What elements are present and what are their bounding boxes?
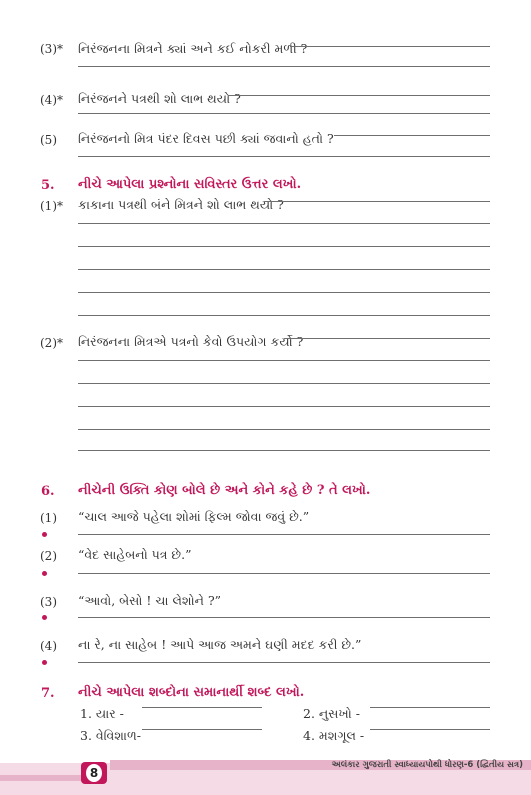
footer-strip (0, 775, 81, 781)
question-text: નિરંજનના મિત્રને ક્યાં અને કઈ નોકરી મળી ? (78, 41, 308, 56)
answer-line[interactable] (78, 383, 490, 384)
bullet-icon (42, 571, 47, 576)
answer-line[interactable] (78, 223, 490, 224)
answer-line[interactable] (284, 338, 490, 339)
answer-line[interactable] (78, 450, 490, 451)
bullet-icon (42, 615, 47, 620)
section-title: નીચેની ઉક્તિ કોણ બોલે છે અને કોને કહે છે ? તે લખો. (78, 483, 371, 498)
answer-line[interactable] (78, 156, 490, 157)
word-label: 4. મશગૂલ - (303, 728, 365, 743)
section-title: નીચે આપેલા પ્રશ્નોના સવિસ્તર ઉત્તર લખો. (78, 177, 302, 192)
quote-number: (3) (40, 595, 57, 609)
question-text: કાકાના પત્રથી બંને મિત્રને શો લાભ થયો ? (78, 197, 284, 212)
bullet-icon (42, 660, 47, 665)
question-number: (5) (40, 133, 57, 147)
answer-line[interactable] (78, 617, 490, 618)
answer-line[interactable] (142, 707, 262, 708)
answer-line[interactable] (370, 707, 490, 708)
answer-line[interactable] (78, 406, 490, 407)
quote-number: (4) (40, 639, 57, 653)
answer-line[interactable] (78, 292, 490, 293)
section-number: 6. (41, 484, 55, 499)
answer-line[interactable] (78, 246, 490, 247)
quote-number: (2) (40, 549, 57, 563)
word-label: 3. વેવિશાળ- (80, 728, 141, 743)
word-label: 2. નુસખો - (303, 706, 360, 721)
answer-line[interactable] (78, 573, 490, 574)
answer-line[interactable] (78, 66, 490, 67)
question-number: (2)* (40, 336, 63, 350)
question-number: (3)* (40, 42, 63, 56)
answer-line[interactable] (78, 662, 490, 663)
question-text: નિરંજનને પત્રથી શો લાભ થયો ? (78, 91, 241, 106)
answer-line[interactable] (228, 95, 490, 96)
answer-line[interactable] (78, 315, 490, 316)
answer-line[interactable] (78, 113, 490, 114)
page-number: 8 (86, 764, 102, 782)
word-label: 1. યાર - (80, 706, 124, 721)
quote-text: “આવો, બેસો ! ચા લેશોને ?” (78, 593, 222, 608)
answer-line[interactable] (264, 201, 490, 202)
section-title: નીચે આપેલા શબ્દોના સમાનાર્થી શબ્દ લખો. (78, 685, 305, 700)
answer-line[interactable] (78, 429, 490, 430)
quote-number: (1) (40, 511, 57, 525)
book-title: અલંકાર ગુજરાતી સ્વાધ્યાયપોથી ધોરણ-6 (દ્વિતીય સત્ર) (331, 760, 523, 770)
quote-text: “વેદ સાહેબનો પત્ર છે.” (78, 547, 192, 562)
bullet-icon (42, 532, 47, 537)
answer-line[interactable] (334, 135, 490, 136)
answer-line[interactable] (78, 360, 490, 361)
answer-line[interactable] (370, 729, 490, 730)
question-text: નિરંજનના મિત્રએ પત્રનો કેવો ઉપયોગ કર્યો ? (78, 334, 304, 349)
section-number: 7. (41, 686, 55, 701)
answer-line[interactable] (142, 729, 262, 730)
question-number: (4)* (40, 93, 63, 107)
quote-text: ના રે, ના સાહેબ ! આપે આજ અમને ઘણી મદદ કરી છે.” (78, 637, 362, 652)
question-number: (1)* (40, 199, 63, 213)
quote-text: “ચાલ આજે પહેલા શોમાં ફિલ્મ જોવા જવું છે.” (78, 509, 310, 524)
section-number: 5. (41, 178, 55, 193)
answer-line[interactable] (78, 269, 490, 270)
answer-line[interactable] (78, 534, 490, 535)
question-text: નિરંજનનો મિત્ર પંદર દિવસ પછી ક્યાં જવાનો હતો ? (78, 131, 334, 146)
answer-line[interactable] (290, 46, 490, 47)
